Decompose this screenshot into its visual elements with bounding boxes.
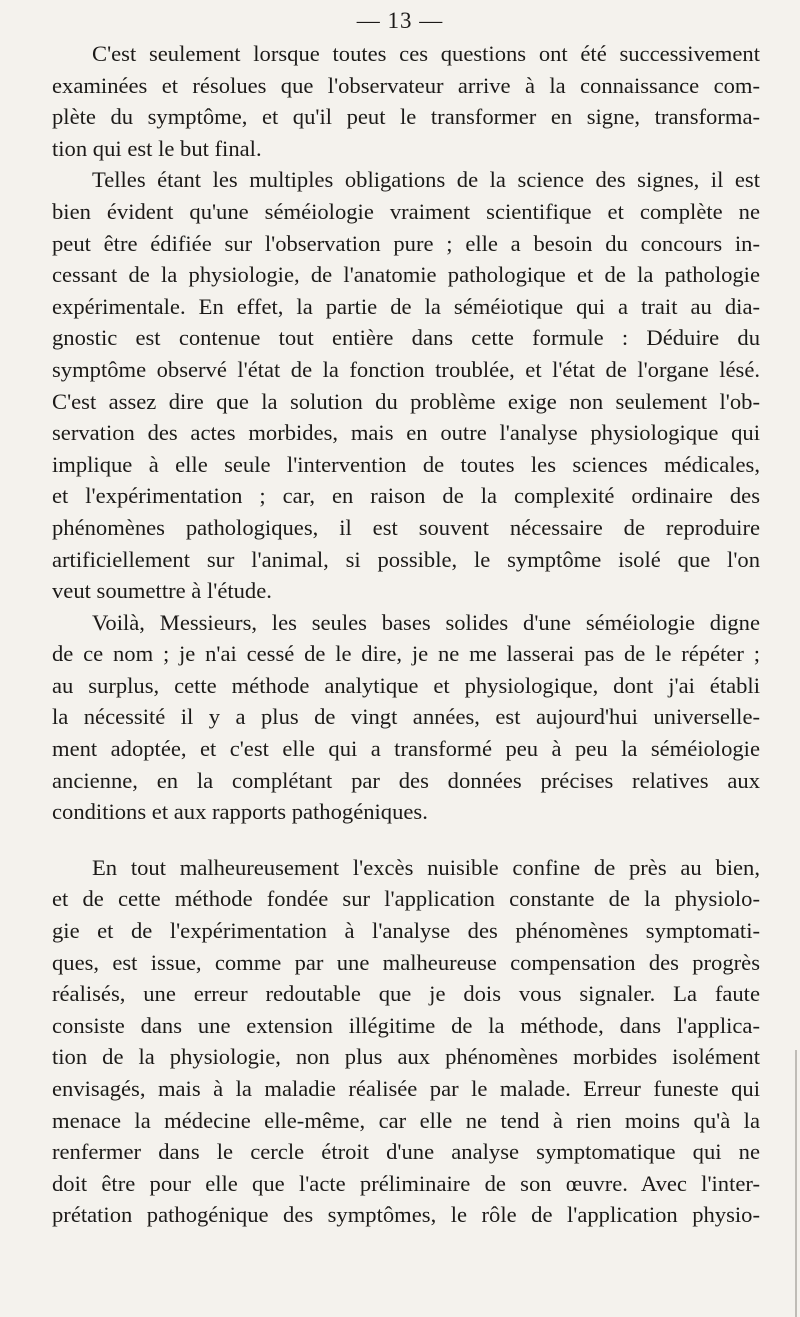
text-line: la nécessité il y a plus de vingt années, est aujourd'hui universelle- (52, 704, 760, 730)
page-number: — 13 — (356, 8, 444, 33)
text-line: servation des actes morbides, mais en outre l'analyse physiologique qui (52, 420, 760, 446)
text-line: Voilà, Messieurs, les seules bases solides d'une séméiologie digne (92, 609, 760, 635)
text-line: prétation pathogénique des symptômes, le rôle de l'application physio- (52, 1202, 760, 1228)
text-line: tion de la physiologie, non plus aux phénomènes morbides isolément (52, 1044, 760, 1070)
text-line: et de cette méthode fondée sur l'application constante de la physiolo- (52, 886, 760, 912)
text-line: réalisés, une erreur redoutable que je dois vous signaler. La faute (52, 981, 760, 1007)
text-line: ancienne, en la complétant par des données précises relatives aux (52, 767, 760, 793)
paragraph-4 (52, 852, 760, 1231)
text-line: C'est seulement lorsque toutes ces questions ont été successivement (92, 41, 760, 66)
body-text (52, 38, 760, 1231)
text-line: ment adoptée, et c'est elle qui a transformé peu à peu la séméiologie (52, 736, 760, 762)
text-line: C'est assez dire que la solution du problème exige non seulement l'ob- (52, 388, 760, 414)
text-line: conditions et aux rapports pathogéniques. (52, 799, 428, 825)
paragraph-3 (52, 607, 760, 828)
text-line: gie et de l'expérimentation à l'analyse des phénomènes symptomati- (52, 918, 760, 944)
text-line: et l'expérimentation ; car, en raison de la complexité ordinaire des (52, 483, 760, 509)
text-line: expérimentale. En effet, la partie de la séméiotique qui a trait au dia- (52, 293, 760, 319)
text-line: consiste dans une extension illégitime de la méthode, dans l'applica- (52, 1012, 760, 1038)
text-line: menace la médecine elle-même, car elle ne tend à rien moins qu'à la (52, 1107, 760, 1133)
text-line: artificiellement sur l'animal, si possible, le symptôme isolé que l'on (52, 546, 760, 572)
text-line: doit être pour elle que l'acte préliminaire de son œuvre. Avec l'inter- (52, 1170, 760, 1196)
paragraph-spacer (52, 828, 760, 852)
text-line: de ce nom ; je n'ai cessé de le dire, je ne me lasserai pas de le répéter ; (52, 641, 760, 667)
text-line: au surplus, cette méthode analytique et physiologique, dont j'ai établi (52, 672, 760, 698)
text-line: renfermer dans le cercle étroit d'une analyse symptomatique qui ne (52, 1139, 760, 1165)
paragraph-1 (52, 38, 760, 164)
text-line: En tout malheureusement l'excès nuisible confine de près au bien, (92, 854, 760, 880)
text-line: tion qui est le but final. (52, 135, 262, 161)
text-line: peut être édifiée sur l'observation pure ; elle a besoin du concours in- (52, 230, 760, 256)
text-line: phénomènes pathologiques, il est souvent nécessaire de reproduire (52, 514, 760, 540)
text-line: gnostic est contenue tout entière dans cette formule : Déduire du (52, 325, 760, 351)
paragraph-2 (52, 164, 760, 606)
text-line: examinées et résolues que l'observateur arrive à la connaissance com- (52, 72, 760, 98)
text-line: bien évident qu'une séméiologie vraiment scientifique et complète ne (52, 198, 760, 224)
text-line: implique à elle seule l'intervention de toutes les sciences médicales, (52, 451, 760, 477)
text-line: envisagés, mais à la maladie réalisée par le malade. Erreur funeste qui (52, 1076, 760, 1101)
text-line: symptôme observé l'état de la fonction troublée, et l'état de l'organe lésé. (52, 356, 760, 382)
text-line: cessant de la physiologie, de l'anatomie pathologique et de la pathologie (52, 262, 760, 288)
text-line: plète du symptôme, et qu'il peut le transformer en signe, transforma- (52, 104, 760, 130)
text-line: ques, est issue, comme par une malheureuse compensation des progrès (52, 949, 760, 975)
page-edge-shadow (795, 1050, 797, 1317)
text-line: veut soumettre à l'étude. (52, 578, 272, 604)
text-line: Telles étant les multiples obligations de la science des signes, il est (92, 167, 760, 193)
